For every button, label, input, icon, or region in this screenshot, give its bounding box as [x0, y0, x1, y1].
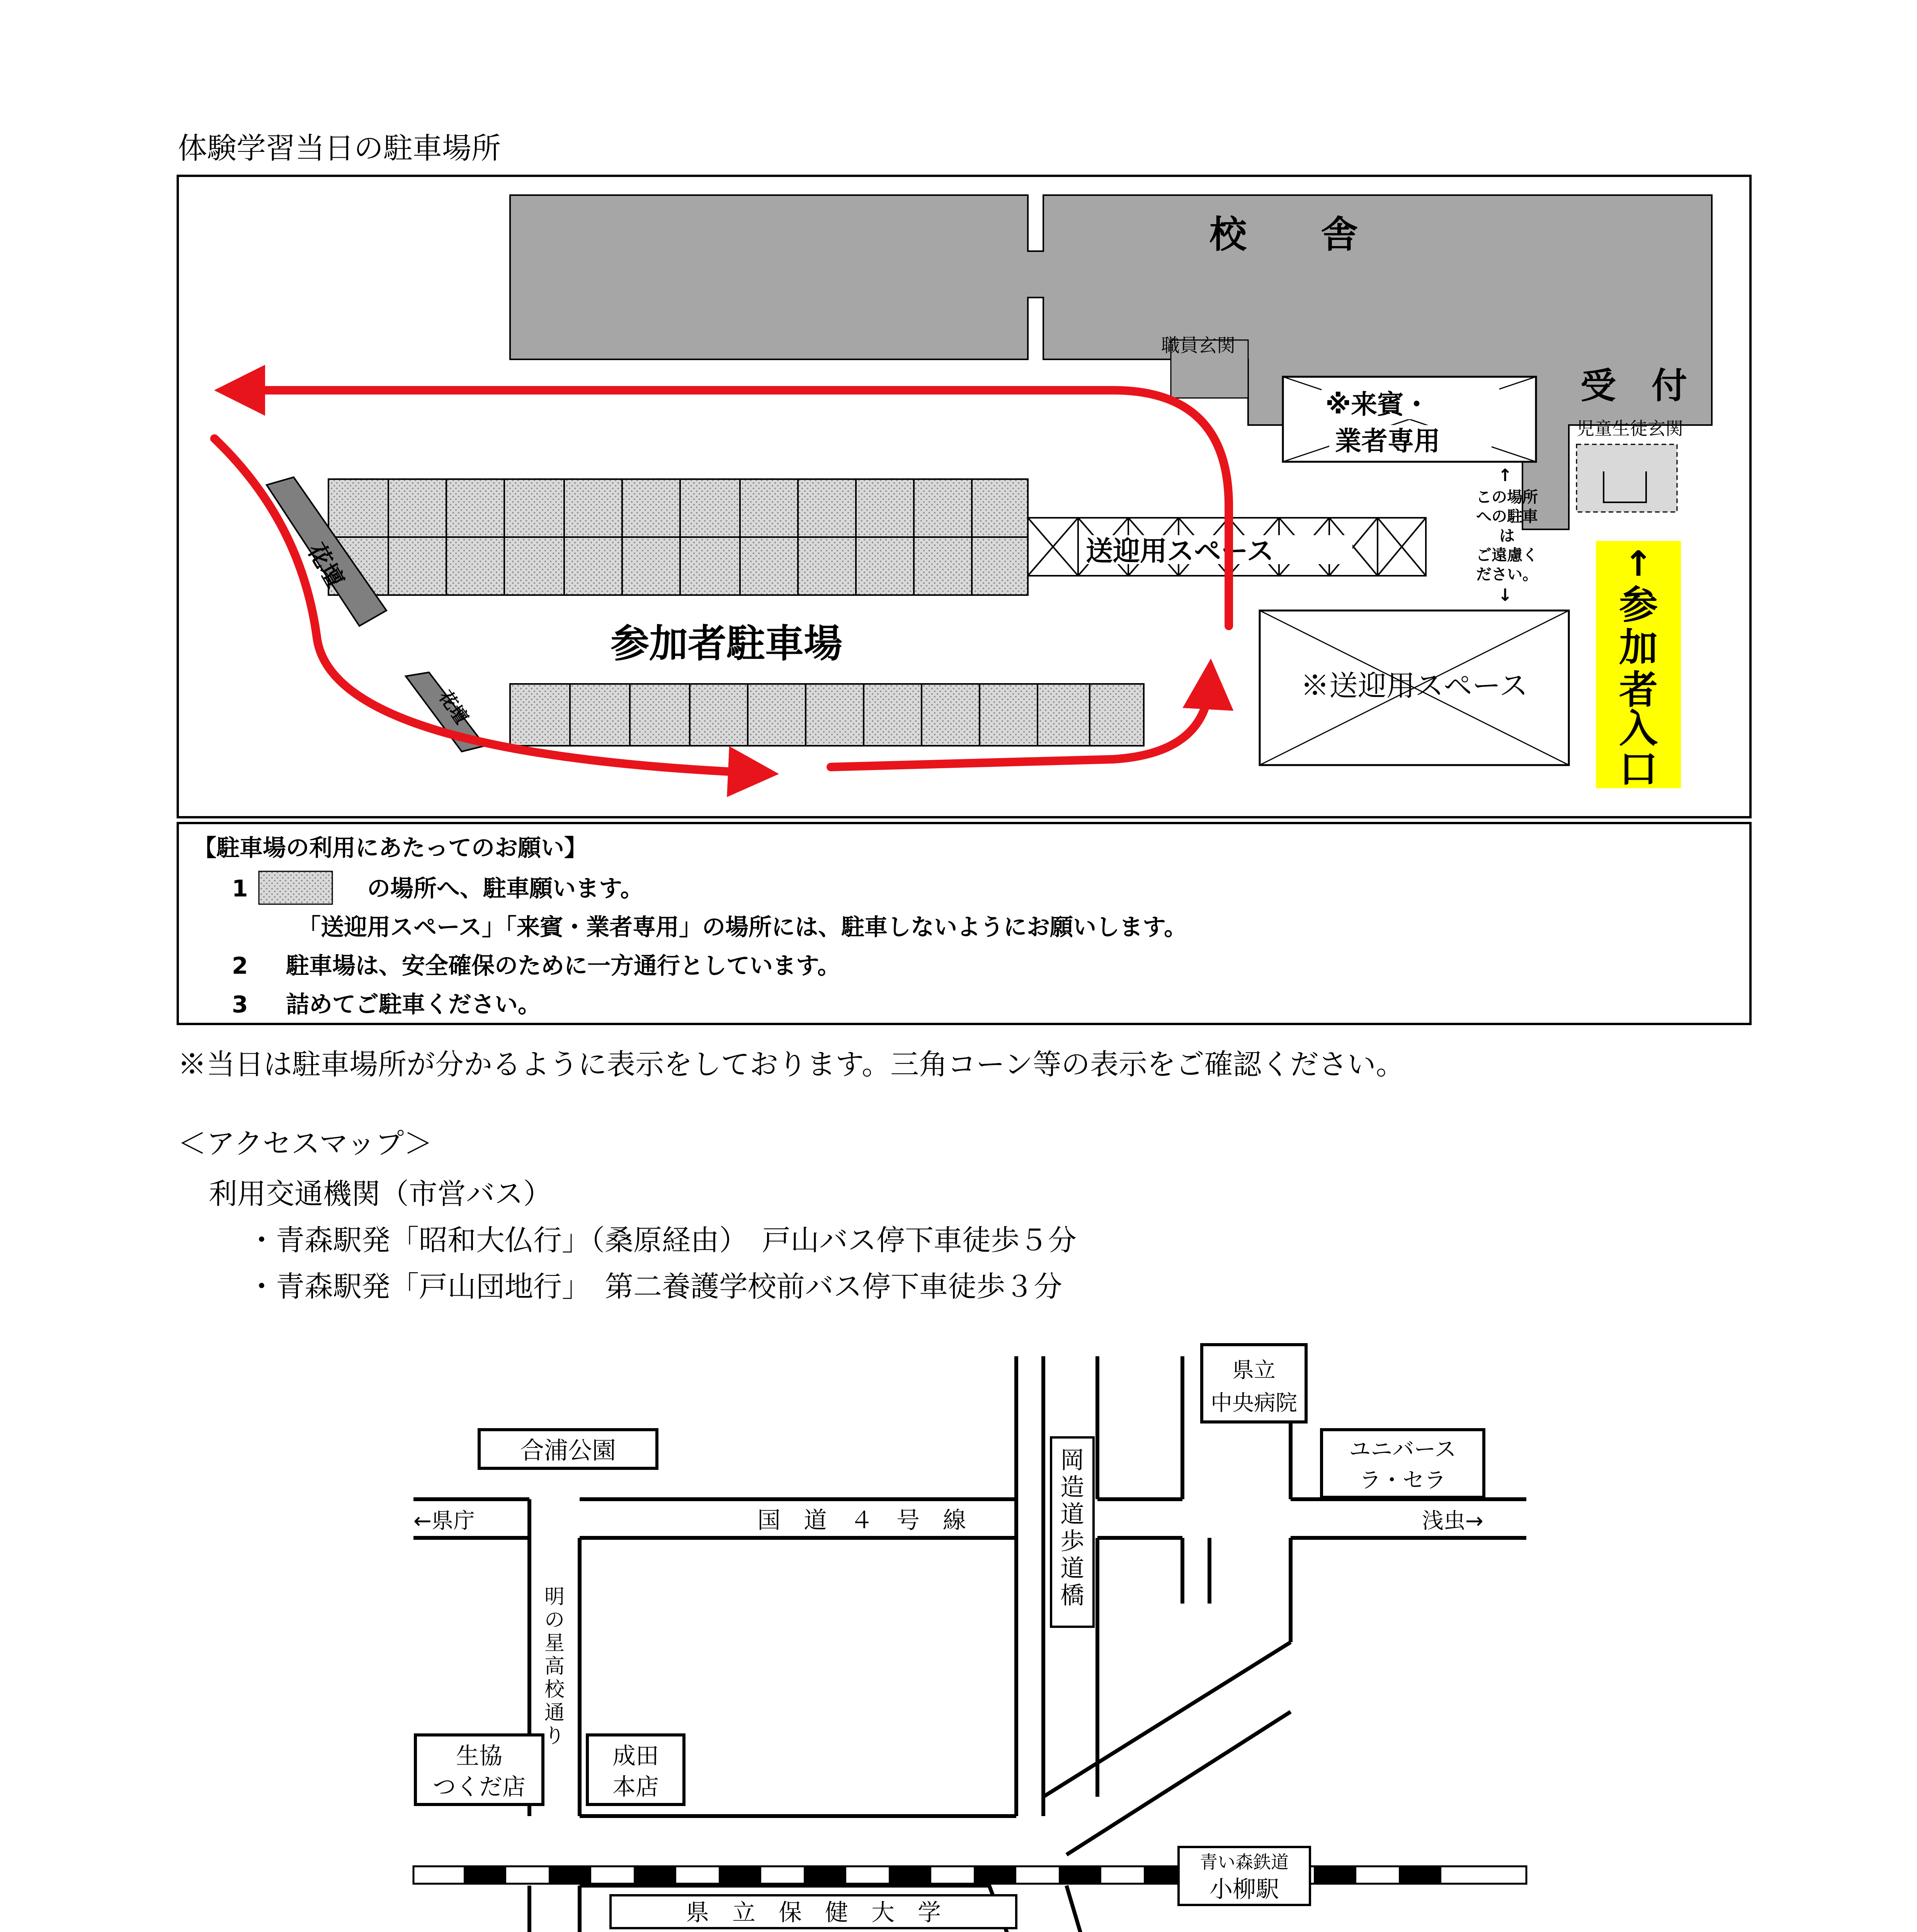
map-label: 道 — [1060, 1500, 1085, 1528]
rules-item-text: 駐車場は、安全確保のために一方通行としています。 — [286, 952, 841, 980]
school-building-label: 校 舎 — [1209, 213, 1358, 256]
access-heading: ＜アクセスマップ＞ — [178, 1127, 433, 1160]
parking-map — [178, 176, 1750, 817]
koyanagi-station — [1179, 1847, 1310, 1905]
pickup-space-strip-label: 送迎用スペース — [1086, 535, 1274, 567]
rules-item-number: 1 — [232, 875, 248, 902]
rules-item-text: 詰めてご駐車ください。 — [286, 991, 541, 1018]
page-title: 体験学習当日の駐車場所 — [178, 131, 501, 165]
map-label: 小柳駅 — [1209, 1876, 1279, 1903]
participant-entrance-char: 口 — [1619, 747, 1658, 792]
health-university — [611, 1895, 1016, 1928]
map-label: 星 — [544, 1632, 565, 1655]
guest-area-label-1: ※来賓・ — [1325, 389, 1430, 420]
participant-entrance — [1596, 541, 1681, 792]
map-label: 校 — [544, 1678, 565, 1701]
map-label: 明 — [544, 1585, 565, 1609]
akenohoshi-street — [544, 1585, 565, 1748]
map-label: 岡 — [1060, 1446, 1085, 1474]
map-label: り — [544, 1725, 565, 1748]
rules-item-text: の場所へ、駐車願います。 — [367, 875, 644, 902]
cone-note: ※当日は駐車場所が分かるように表示をしております。三角コーン等の表示をご確認ください。 — [178, 1048, 1405, 1081]
map-label: 道 — [1060, 1554, 1085, 1582]
map-label: 中央病院 — [1211, 1391, 1297, 1416]
map-label: 本店 — [612, 1774, 659, 1801]
staff-entrance-label: 職員玄関 — [1161, 335, 1236, 356]
railway — [413, 1866, 1526, 1884]
map-label: の — [544, 1609, 565, 1632]
student-entrance-label: 児童生徒玄関 — [1577, 418, 1683, 439]
no-parking-note-line: は — [1499, 527, 1515, 545]
rules-box — [178, 823, 1750, 1024]
map-label: 合浦公園 — [520, 1436, 616, 1464]
svg-text:↑: ↑ — [1624, 544, 1653, 584]
kenritsu-hospital — [1202, 1345, 1306, 1422]
map-label: つくだ店 — [433, 1774, 526, 1801]
pickup-space-box — [1260, 611, 1569, 765]
guest-area-label-2: 業者専用 — [1335, 426, 1441, 457]
stall-legend-swatch — [259, 871, 332, 904]
narita-honten — [587, 1735, 684, 1804]
map-label: 歩 — [1060, 1527, 1085, 1555]
flower-bed-label: 花壇 — [302, 538, 349, 592]
map-label: 青い森鉄道 — [1200, 1852, 1289, 1872]
map-label: 浅虫→ — [1422, 1509, 1483, 1534]
participant-entrance-char: 加 — [1619, 625, 1658, 670]
participant-parking-label: 参加者駐車場 — [611, 621, 842, 666]
svg-text:↑: ↑ — [1498, 466, 1512, 485]
no-parking-note-line: への駐車 — [1476, 508, 1538, 526]
reception-label: 受 付 — [1580, 365, 1687, 406]
transport-label: 利用交通機関（市営バス） — [209, 1177, 552, 1211]
no-parking-note-line: ご遠慮く — [1476, 546, 1538, 564]
map-label: 造 — [1060, 1473, 1085, 1501]
participant-entrance-char: 参 — [1619, 582, 1658, 628]
rules-item-number: 2 — [232, 952, 248, 980]
universe — [1322, 1430, 1484, 1497]
parking-stalls-lower — [510, 684, 1144, 746]
map-label: 国 道 ４ 号 線 — [757, 1507, 966, 1534]
parking-stalls-upper — [328, 479, 1028, 595]
participant-entrance-char: 入 — [1619, 706, 1658, 751]
map-label: 通 — [544, 1701, 565, 1725]
rules-item-subtext: 「送迎用スペース」「来賓・業者専用」の場所には、駐車しないようにお願いします。 — [298, 914, 1187, 941]
guest-area — [1283, 377, 1536, 462]
rules-heading: 【駐車場の利用にあたってのお願い】 — [193, 835, 587, 862]
no-parking-note-line: ださい。 — [1476, 566, 1538, 583]
access-map — [413, 1345, 1546, 1932]
coop-tsukuda — [415, 1735, 543, 1804]
pickup-space-box-label: ※送迎用スペース — [1300, 669, 1528, 702]
map-label: 成田 — [612, 1743, 659, 1770]
map-label: 高 — [544, 1655, 565, 1678]
svg-text:↓: ↓ — [1498, 585, 1512, 605]
map-label: 橋 — [1060, 1581, 1085, 1609]
gappo-park — [479, 1430, 657, 1468]
student-entrance — [1577, 418, 1683, 512]
map-label: ←県庁 — [413, 1509, 475, 1534]
staff-entrance — [1161, 335, 1248, 398]
participant-entrance-char: 者 — [1619, 667, 1658, 713]
map-label: ユニバース — [1349, 1437, 1456, 1462]
flower-bed-label: 花壇 — [435, 687, 473, 728]
bus-route: ・青森駅発「戸山団地行」 第二養護学校前バス停下車徒歩３分 — [247, 1270, 1062, 1303]
no-parking-note-line: この場所 — [1476, 488, 1538, 506]
bus-route: ・青森駅発「昭和大仏行」（桑原経由） 戸山バス停下車徒歩５分 — [247, 1224, 1077, 1257]
okazukuri-bridge — [1051, 1437, 1094, 1627]
map-label: 県立 — [1232, 1358, 1276, 1383]
rules-item-number: 3 — [232, 991, 248, 1018]
map-label: 生協 — [456, 1743, 502, 1770]
map-label: ラ・セラ — [1359, 1468, 1446, 1493]
map-label: 県 立 保 健 大 学 — [686, 1899, 941, 1926]
